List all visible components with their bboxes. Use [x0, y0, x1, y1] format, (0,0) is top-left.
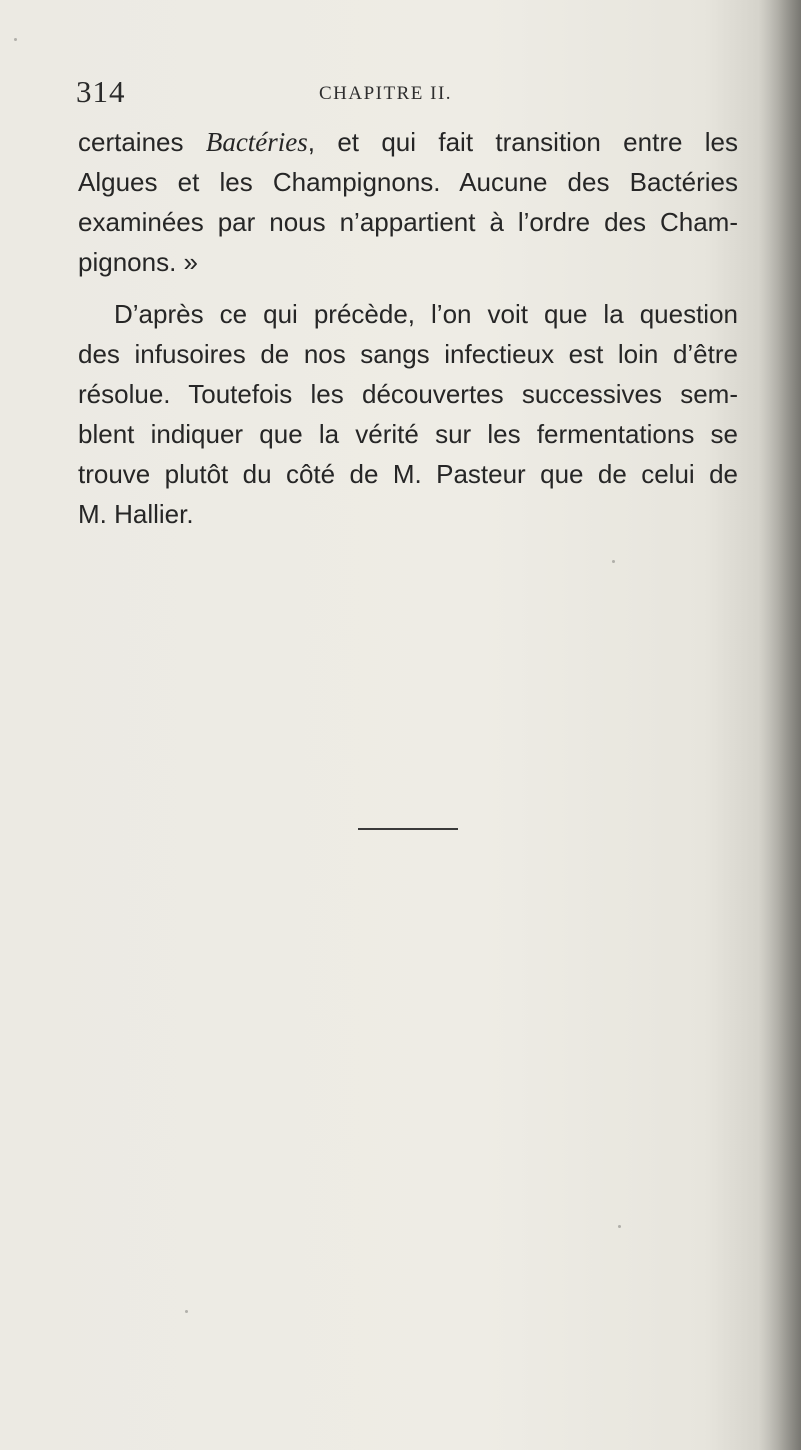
- text-line: des infusoires de nos sangs infectieux est loin d’être: [78, 339, 738, 369]
- paragraph-first-line: D’après ce qui précède, l’on voit que la question: [114, 299, 738, 329]
- section-rule: [358, 828, 458, 830]
- text-line: pignons. »: [78, 247, 198, 277]
- paper-speck: [612, 560, 615, 563]
- text-line: trouve plutôt du côté de M. Pasteur que de celui de: [78, 459, 738, 489]
- text-line: blent indiquer que la vérité sur les fermentations se: [78, 419, 738, 449]
- text-segment: , et qui fait transition entre les: [307, 127, 738, 157]
- body-text: [78, 122, 738, 534]
- page-edge-shadow: [759, 0, 801, 1450]
- italic-term: Bactéries: [205, 127, 308, 157]
- chapter-title: CHAPITRE II.: [319, 83, 453, 104]
- text-segment: certaines: [78, 127, 184, 157]
- running-head: [76, 74, 726, 114]
- paper-speck: [14, 38, 17, 41]
- paper-speck: [618, 1225, 621, 1228]
- page-number: 314: [76, 74, 126, 109]
- text-line: résolue. Toutefois les découvertes successives sem-: [78, 379, 738, 409]
- text-line: Algues et les Champignons. Aucune des Bactéries: [78, 167, 738, 197]
- text-line: examinées par nous n’appartient à l’ordre des Cham-: [78, 207, 738, 237]
- text-line: [78, 122, 738, 162]
- text-line: M. Hallier.: [78, 499, 194, 529]
- paper-speck: [185, 1310, 188, 1313]
